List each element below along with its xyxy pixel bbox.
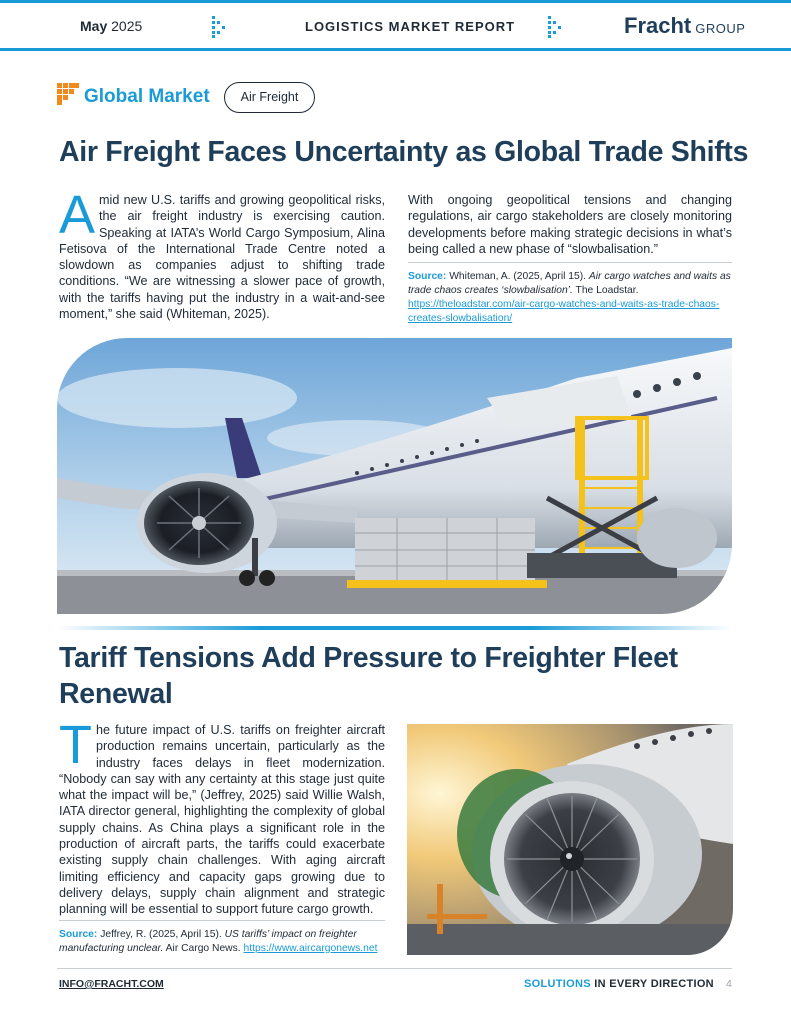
- footer-divider: [57, 968, 732, 969]
- page-header: [0, 3, 791, 49]
- contact-email-link[interactable]: INFO@FRACHT.COM: [59, 978, 164, 990]
- section-divider: [57, 626, 732, 630]
- article2-headline: Tariff Tensions Add Pressure to Freighter Fleet Renewal: [59, 642, 678, 710]
- brand-arrow-icon: [548, 16, 562, 38]
- section-title: Global Market: [84, 86, 210, 107]
- article2-source: Source: Jeffrey, R. (2025, April 15). US tariffs’ impact on freighter manufacturing unclear. Air Cargo News. https://www.aircargonews.net: [59, 929, 378, 954]
- article2-dropcap: T: [59, 715, 92, 775]
- jet-engine-image: [407, 724, 733, 955]
- cargo-plane-loading-image: [57, 338, 732, 614]
- article1-paragraph2: With ongoing geopolitical tensions and changing regulations, air cargo stakeholders are closely monitoring developments before making strategic decisions in what’s being called a new phase of “slowbalisation.”: [408, 193, 732, 256]
- header-bottom-bar: [0, 48, 791, 51]
- article2-paragraph: The future impact of U.S. tariffs on freighter aircraft production remains uncertain, particularly as the industry faces delays in fleet modernization. “Nobody can say with any certainty at this stage just quite what the impact will be,” (Jeffrey, 2025) said Willie Walsh, IATA director general, highlighting the complexity of global supply chains. As China plays a significant role in the production of aircraft parts, the tariffs could exacerbate existing supply chain challenges. With aging aircraft limiting efficiency and capacity gaps growing due to delivery delays, supply chain alignment and strategic planning will be essential to support future cargo growth.: [59, 715, 385, 917]
- brand-arrow-icon: [212, 16, 226, 38]
- article1-dropcap: A: [59, 185, 96, 245]
- footer-slogan: SOLUTIONS IN EVERY DIRECTION: [524, 978, 714, 990]
- article1-paragraph1: Amid new U.S. tariffs and growing geopolitical risks, the air freight industry is exercising caution. Speaking at IATA’s World Cargo Symposium, Alina Fetisova of the International Trade Centre noted a slowdown as companies adjust to shifting trade conditions. “We are witnessing a slower pace of growth, with the tariffs having put the industry in a wait-and-see moment,” she said (Whiteman, 2025).: [59, 185, 385, 322]
- article1-source-link[interactable]: https://theloadstar.com/air-cargo-watches-and-waits-as-trade-chaos-creates-slowbalisation/: [408, 299, 720, 324]
- page-number: 4: [726, 978, 732, 990]
- source-divider: [59, 920, 385, 921]
- report-date: May 2025: [80, 18, 143, 34]
- report-title: LOGISTICS MARKET REPORT: [305, 19, 516, 34]
- article2-source-link[interactable]: https://www.aircargonews.net: [243, 943, 378, 954]
- article1-headline: Air Freight Faces Uncertainty as Global Trade Shifts: [59, 136, 749, 168]
- source-divider: [408, 262, 732, 263]
- global-market-icon: [57, 83, 79, 105]
- air-freight-tag[interactable]: Air Freight: [224, 82, 315, 113]
- fracht-logo: Fracht GROUP: [624, 13, 746, 38]
- article1-source: Source: Whiteman, A. (2025, April 15). Air cargo watches and waits as trade chaos creates ‘slowbalisation’. The Loadstar. https://theloadstar.com/air-cargo-watches-and-waits-as-trade-chaos-creates-slowbalisation/: [408, 271, 731, 324]
